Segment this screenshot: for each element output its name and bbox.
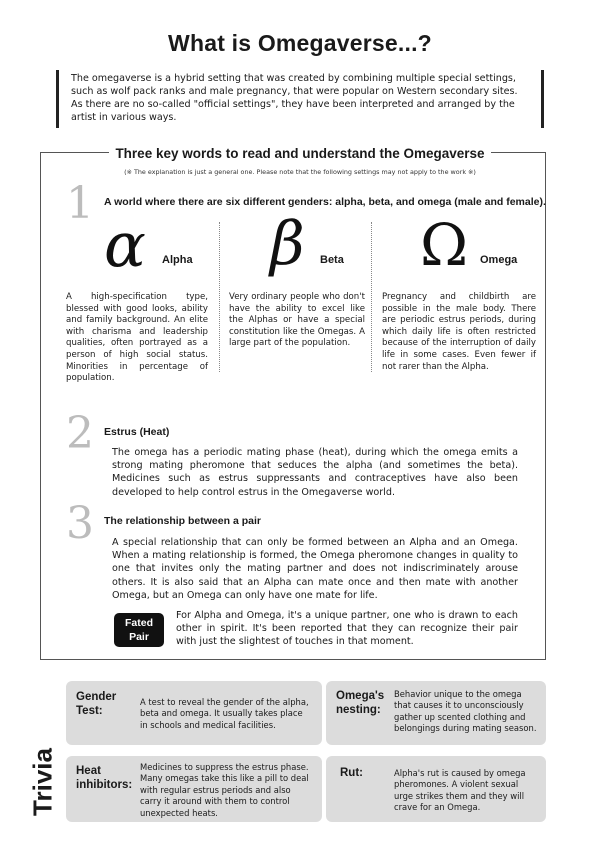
fated-badge-line2: Pair	[129, 631, 149, 643]
section-number-3: 3	[66, 498, 94, 549]
alpha-label: Alpha	[162, 254, 193, 266]
key-words-title: Three key words to read and understand the Omegaverse	[109, 146, 490, 161]
section-heading-3: The relationship between a pair	[104, 515, 261, 527]
intro-paragraph: The omegaverse is a hybrid setting that was created by combining multiple special settings, such as wolf pack ranks and male pregnancy, that were popular on Western secondary sites. As there are no so-called "official settings", they have been interpreted and arranged by the artist in various ways.	[56, 70, 544, 128]
fated-pair-text: For Alpha and Omega, it's a unique partner, one who is drawn to each other in spirit. It's been reported that they can recognize their pair with just the slightest of touches in that moment.	[176, 610, 518, 648]
trivia-desc: Medicines to suppress the estrus phase. Many omegas take this like a pill to deal with regular estrus periods and also carry it around with them to control unexpected heats.	[140, 762, 309, 818]
pair-paragraph: A special relationship that can only be formed between an Alpha and an Omega. When a mating relationship is formed, the Omega pheromone changes in quality to one that invites only the mating partner and does not indiscriminately arouse others. It is also said that an Alpha can mate once and then mate with another Omega, but an Omega can only have one mate for life.	[112, 537, 518, 601]
trivia-card-heat-inhibitors	[66, 756, 322, 822]
beta-symbol: β	[270, 209, 305, 279]
beta-description: Very ordinary people who don't have the ability to excel like the Alphas or have a special constitution like the Omegas. A large part of the population.	[229, 292, 365, 349]
trivia-term: Heat inhibitors:	[76, 765, 133, 791]
section-heading-2: Estrus (Heat)	[104, 426, 170, 438]
trivia-term: Omega's nesting:	[336, 690, 385, 716]
column-divider	[219, 222, 220, 372]
section-number-1: 1	[66, 178, 94, 229]
trivia-card-gender-test	[66, 681, 322, 745]
disclaimer-note: (※ The explanation is just a general one. Please note that the following settings may not apply to the work ※)	[124, 168, 476, 176]
key-words-title-wrap	[0, 143, 600, 162]
section-number-2: 2	[66, 408, 94, 459]
fated-badge-line1: Fated	[124, 617, 153, 629]
omega-label: Omega	[480, 254, 518, 266]
trivia-card-rut	[326, 756, 546, 822]
column-divider	[371, 222, 372, 372]
trivia-term: Rut:	[340, 767, 363, 779]
alpha-description: A high-specification type, blessed with good looks, ability and family background. An elite with charisma and leadership qualities, often portrayed as a person of high social status. Minorities in percentage of population.	[66, 292, 208, 384]
fated-pair-badge	[114, 613, 164, 647]
beta-label: Beta	[320, 254, 344, 266]
trivia-desc: Alpha's rut is caused by omega pheromones. A violent sexual urge strikes them and they will crave for an Omega.	[394, 768, 526, 813]
trivia-desc: Behavior unique to the omega that causes it to unconsciously gather up scented clothing and belongings during mating season.	[394, 689, 537, 734]
trivia-card-omega-nesting	[326, 681, 546, 745]
trivia-term: Gender Test:	[76, 691, 117, 717]
page-title: What is Omegaverse...?	[168, 30, 432, 56]
omega-description: Pregnancy and childbirth are possible in the male body. There are periodic estrus periods, during which daily life is often restricted because of the interruption of daily life in some cases. Even fewer if not rarer than the Alpha.	[382, 292, 536, 372]
estrus-paragraph: The omega has a periodic mating phase (heat), during which the omega emits a strong mating pheromone that seduces the alpha (and sometimes the beta). Medicines such as estrus suppressants and contraceptives have also been developed to help control estrus in the Omegaverse world.	[112, 447, 518, 498]
section-heading-1: A world where there are six different genders: alpha, beta, and omega (male and female).	[104, 196, 546, 208]
trivia-label: Trivia	[27, 748, 58, 816]
alpha-symbol: α	[104, 208, 146, 281]
trivia-desc: A test to reveal the gender of the alpha, beta and omega. It usually takes place in schools and medical facilities.	[140, 697, 309, 730]
omega-symbol: Ω	[420, 211, 469, 279]
